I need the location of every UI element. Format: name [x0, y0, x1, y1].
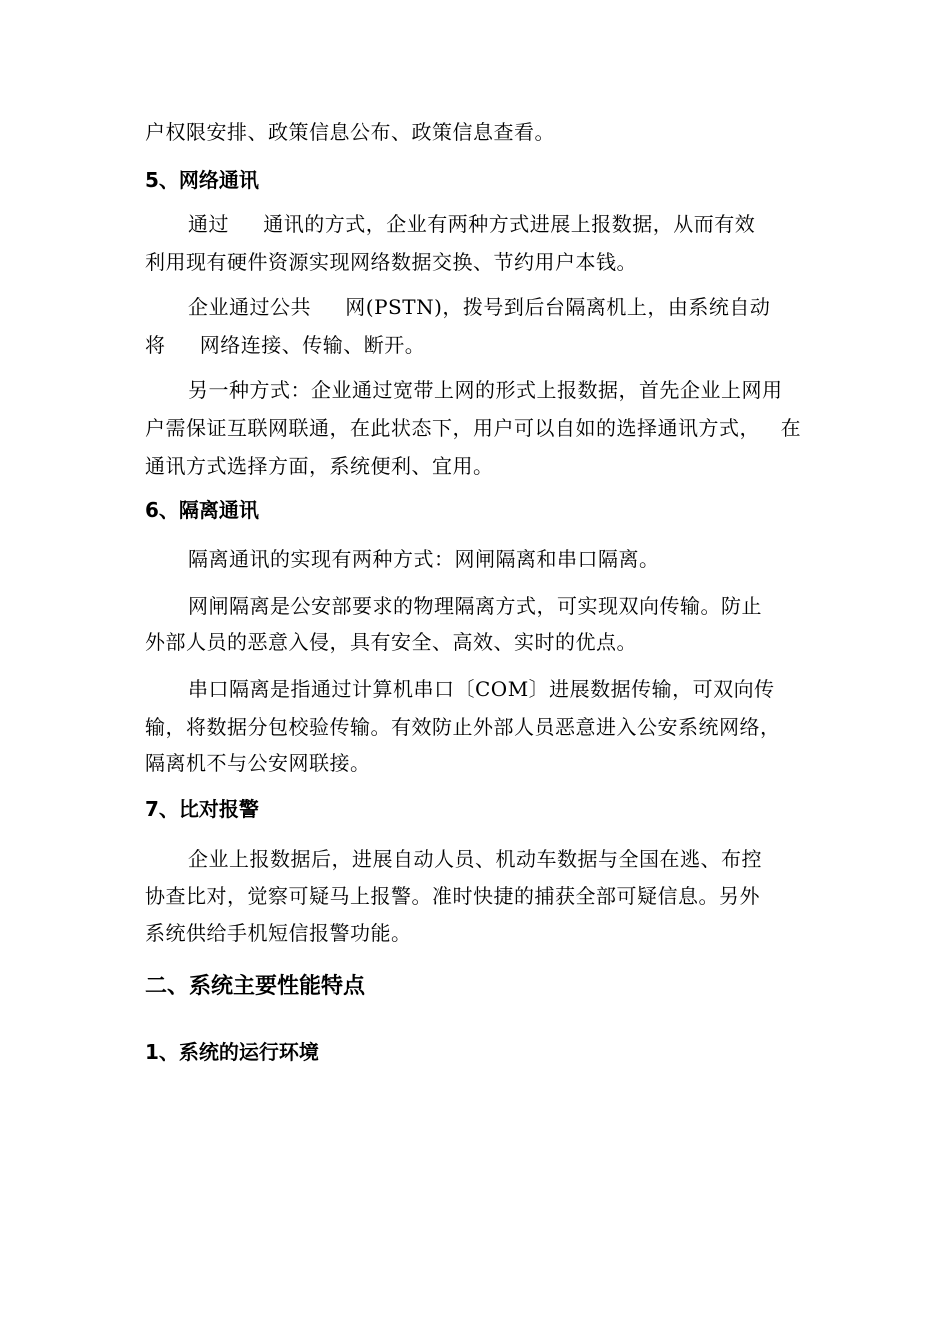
- paragraph-line: 串口隔离是指通过计算机串口〔COM〕进展数据传输，可双向传: [188, 677, 775, 701]
- paragraph-line: 将 网络连接、传输、断开。: [145, 333, 426, 357]
- paragraph-line: 户需保证互联网联通，在此状态下，用户可以自如的选择通讯方式， 在: [145, 416, 802, 440]
- section-heading-5: 5、网络通讯: [145, 168, 259, 192]
- paragraph-line: 通过 通讯的方式，企业有两种方式进展上报数据，从而有效: [188, 212, 756, 236]
- paragraph-line: 户权限安排、政策信息公布、政策信息查看。: [145, 120, 555, 144]
- paragraph-line: 网闸隔离是公安部要求的物理隔离方式，可实现双向传输。防止: [188, 594, 762, 618]
- section-heading-7: 7、比对报警: [145, 797, 259, 821]
- paragraph-line: 企业上报数据后，进展自动人员、机动车数据与全国在逃、布控: [188, 847, 762, 871]
- paragraph-line: 另一种方式：企业通过宽带上网的形式上报数据，首先企业上网用: [188, 378, 783, 402]
- paragraph-line: 输，将数据分包校验传输。有效防止外部人员恶意进入公安系统网络，: [145, 715, 781, 739]
- paragraph-line: 外部人员的恶意入侵，具有安全、高效、实时的优点。: [145, 630, 637, 654]
- paragraph-line: 利用现有硬件资源实现网络数据交换、节约用户本钱。: [145, 250, 637, 274]
- paragraph-line: 通讯方式选择方面，系统便利、宜用。: [145, 454, 494, 478]
- section-heading-1: 1、系统的运行环境: [145, 1040, 319, 1064]
- section-heading-6: 6、隔离通讯: [145, 498, 259, 522]
- paragraph-line: 协查比对，觉察可疑马上报警。准时快捷的捕获全部可疑信息。另外: [145, 884, 760, 908]
- paragraph-line: 企业通过公共 网(PSTN)，拨号到后台隔离机上，由系统自动: [188, 295, 771, 319]
- chapter-heading-2: 二、系统主要性能特点: [145, 974, 366, 999]
- paragraph-line: 隔离机不与公安网联接。: [145, 751, 371, 775]
- paragraph-line: 隔离通讯的实现有两种方式：网闸隔离和串口隔离。: [188, 547, 660, 571]
- paragraph-line: 系统供给手机短信报警功能。: [145, 921, 412, 945]
